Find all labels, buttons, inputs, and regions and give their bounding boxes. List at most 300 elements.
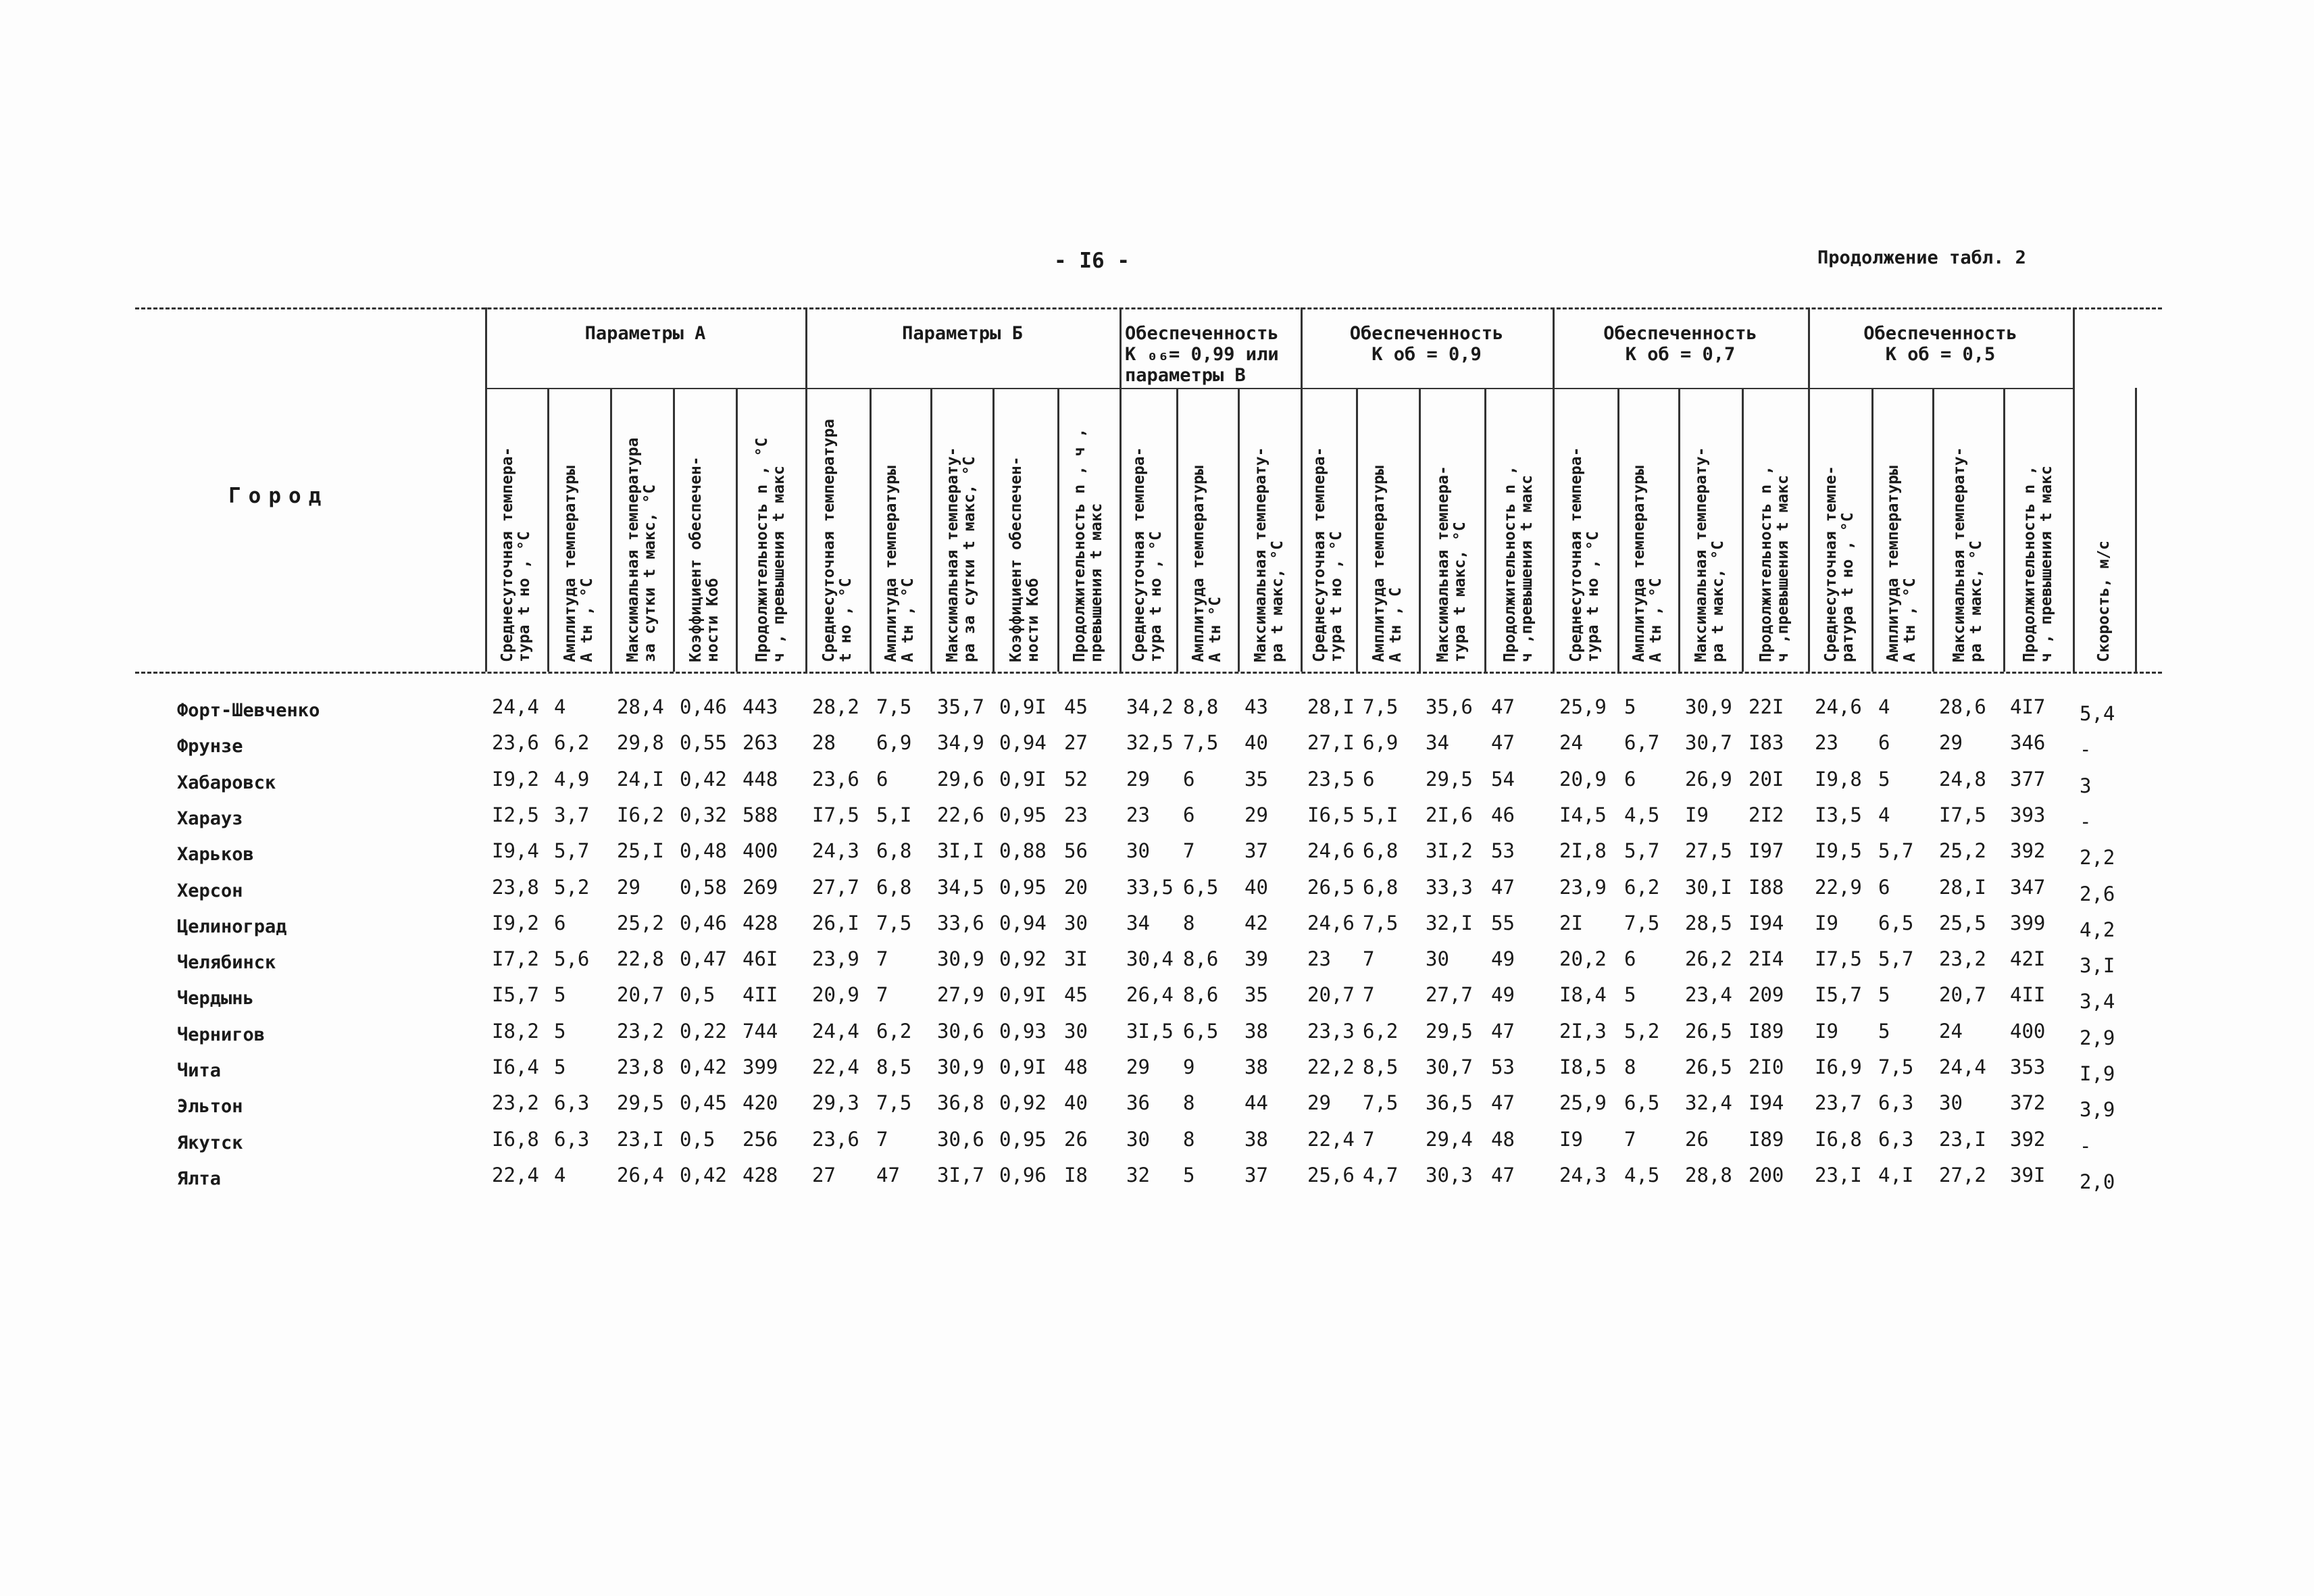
column-header-line: ра за сутки t макс, °С [961, 456, 978, 662]
table-cell: 3,I [2080, 954, 2115, 978]
table-cell: 6,8 [1363, 839, 1399, 863]
table-cell: 29,3 [812, 1091, 859, 1115]
table-cell: 27,9 [937, 983, 984, 1007]
table-cell: 8 [1183, 1127, 1195, 1151]
table-cell: 29 [617, 875, 640, 899]
table-cell: 45 [1064, 695, 1088, 718]
column-header-line: Амплитуда температуры [1369, 466, 1388, 662]
column-header-11 [1120, 391, 1176, 662]
table-cell: 32,4 [1685, 1091, 1732, 1115]
column-divider [2135, 388, 2137, 672]
table-cell: 0,47 [680, 947, 727, 971]
table-cell: 0,45 [680, 1091, 727, 1115]
table-cell: 33,5 [1126, 875, 1174, 899]
column-divider [673, 388, 675, 672]
table-cell: 4,9 [554, 767, 590, 791]
table-cell: 25,5 [1939, 911, 1986, 934]
table-cell: 400 [2010, 1019, 2046, 1043]
table-cell: 7,5 [1624, 911, 1660, 934]
table-cell: 30 [1126, 1127, 1150, 1151]
table-cell: 35 [1244, 767, 1268, 791]
column-header-line: ра t макс, °С [1967, 540, 1985, 662]
table-cell: I9,4 [492, 839, 539, 863]
table-cell: 5 [554, 1019, 566, 1043]
column-header-line: Среднесуточная температура [820, 418, 838, 662]
table-cell: 0,48 [680, 839, 727, 863]
table-cell: I6,5 [1307, 803, 1355, 826]
table-cell: 25,9 [1559, 695, 1607, 718]
city-name: Ялта [177, 1168, 222, 1189]
column-header-5 [736, 391, 805, 662]
column-header-line: ч , превышения t макс [2037, 466, 2055, 662]
table-cell: 22,9 [1815, 875, 1862, 899]
table-cell: 25,I [617, 839, 664, 863]
table-cell: 30 [1426, 947, 1449, 971]
table-cell: 39I [2010, 1163, 2046, 1187]
table-cell: 55 [1491, 911, 1515, 934]
table-cell: 6,2 [554, 731, 590, 755]
table-cell: 22,6 [937, 803, 984, 826]
column-divider [1120, 307, 1122, 672]
table-cell: 42 [1244, 911, 1268, 934]
table-cell: 5 [554, 1055, 566, 1078]
table-cell: 4I7 [2010, 695, 2046, 718]
table-cell: 28,6 [1939, 695, 1986, 718]
table-cell: 4 [554, 1163, 566, 1187]
table-cell: 0,94 [999, 911, 1047, 934]
column-header-line: ратура t но , °С [1839, 512, 1857, 662]
table-cell: 7 [876, 947, 888, 971]
table-cell: 3I,2 [1426, 839, 1473, 863]
city-name: Фрунзе [177, 736, 243, 757]
table-cell: 23,I [1939, 1127, 1986, 1151]
table-cell: 6,7 [1624, 731, 1660, 755]
table-cell: 377 [2010, 767, 2046, 791]
table-cell: 24,8 [1939, 767, 1986, 791]
group-header-1: Параметры А [584, 323, 706, 344]
column-divider [1356, 388, 1358, 672]
table-cell: 0,5 [680, 1127, 715, 1151]
table-cell: 6 [1183, 767, 1195, 791]
table-cell: 2I2 [1749, 803, 1784, 826]
table-cell: 0,58 [680, 875, 727, 899]
table-cell: 29 [1307, 1091, 1331, 1115]
table-cell: 29 [1126, 1055, 1150, 1078]
table-cell: 209 [1749, 983, 1784, 1007]
column-divider [2003, 388, 2005, 672]
column-header-line: Коэффициент обеспечен- [686, 456, 705, 662]
table-cell: 30,9 [937, 947, 984, 971]
table-cell: I7,5 [1815, 947, 1862, 971]
table-cell: 4,7 [1363, 1163, 1399, 1187]
table-cell: 4,I [1878, 1163, 1914, 1187]
table-cell: 40 [1064, 1091, 1088, 1115]
table-cell: 30,9 [1685, 695, 1732, 718]
table-cell: 47 [1491, 731, 1515, 755]
table-cell: I2,5 [492, 803, 539, 826]
column-header-3 [610, 391, 673, 662]
table-cell: 20I [1749, 767, 1784, 791]
table-cell: 0,96 [999, 1163, 1047, 1187]
table-cell: 3,4 [2080, 990, 2115, 1014]
column-header-line: Продолжительность n , [1757, 466, 1775, 662]
column-header-line: ра t макс, °С [1709, 540, 1727, 662]
table-cell: 347 [2010, 875, 2046, 899]
table-cell: 0,95 [999, 803, 1047, 826]
table-cell: 0,95 [999, 1127, 1047, 1151]
table-cell: I6,2 [617, 803, 664, 826]
column-header-15 [1356, 391, 1419, 662]
page-number: - I6 - [1054, 249, 1130, 273]
table-cell: 24,6 [1307, 911, 1355, 934]
table-cell: 20,9 [1559, 767, 1607, 791]
column-divider [1742, 388, 1744, 672]
column-header-line: A tн °С [1206, 597, 1224, 662]
city-column-header: Город [228, 484, 329, 508]
table-cell: 0,9I [999, 767, 1047, 791]
table-cell: 6 [1183, 803, 1195, 826]
table-cell: 0,9I [999, 1055, 1047, 1078]
table-cell: 0,22 [680, 1019, 727, 1043]
table-cell: 24,3 [1559, 1163, 1607, 1187]
table-cell: 5,7 [554, 839, 590, 863]
column-divider [736, 388, 738, 672]
table-cell: 0,42 [680, 1163, 727, 1187]
table-cell: 4II [743, 983, 778, 1007]
city-name: Херсон [177, 880, 243, 901]
table-cell: 28,4 [617, 695, 664, 718]
table-cell: 22I [1749, 695, 1784, 718]
table-cell: I5,7 [1815, 983, 1862, 1007]
table-cell: 4 [1878, 695, 1890, 718]
column-header-line: Среднесуточная темпе- [1822, 466, 1840, 662]
table-cell: 39 [1244, 947, 1268, 971]
table-cell: 32 [1126, 1163, 1150, 1187]
table-cell: 30,4 [1126, 947, 1174, 971]
table-cell: 7 [1363, 947, 1375, 971]
group-header-5: Обеспеченность К об = 0,7 [1603, 323, 1757, 365]
table-cell: 27 [1064, 731, 1088, 755]
table-cell: 23,2 [617, 1019, 664, 1043]
table-cell: - [2080, 809, 2092, 833]
column-divider [1057, 388, 1059, 672]
table-cell: 40 [1244, 731, 1268, 755]
table-cell: 33,3 [1426, 875, 1473, 899]
table-cell: 23,2 [492, 1091, 539, 1115]
table-cell: 30,3 [1426, 1163, 1473, 1187]
city-name: Форт-Шевченко [177, 700, 320, 721]
table-cell: 36,8 [937, 1091, 984, 1115]
table-cell: 23,8 [617, 1055, 664, 1078]
table-cell: I9 [1815, 1019, 1838, 1043]
column-header-2 [547, 391, 610, 662]
table-cell: 47 [1491, 875, 1515, 899]
table-cell: 34 [1426, 731, 1449, 755]
table-cell: I5,7 [492, 983, 539, 1007]
column-header-20 [1678, 391, 1742, 662]
table-cell: 2,2 [2080, 846, 2115, 870]
table-cell: 0,94 [999, 731, 1047, 755]
column-divider [2073, 307, 2075, 672]
column-divider [1808, 307, 1810, 672]
column-divider [1678, 388, 1680, 672]
group-header-6: Обеспеченность К об = 0,5 [1863, 323, 2017, 365]
table-cell: 3I [1064, 947, 1088, 971]
column-header-line: превышения t макс [1088, 503, 1105, 662]
table-cell: 6,3 [1878, 1091, 1914, 1115]
table-cell: 2,6 [2080, 882, 2115, 905]
table-cell: 47 [1491, 1091, 1515, 1115]
table-cell: 3I,I [937, 839, 984, 863]
table-cell: 27,2 [1939, 1163, 1986, 1187]
table-cell: 6,8 [876, 839, 912, 863]
table-cell: 24 [1939, 1019, 1963, 1043]
table-cell: 26,5 [1685, 1055, 1732, 1078]
table-cell: 35,6 [1426, 695, 1473, 718]
table-cell: 7,5 [876, 695, 912, 718]
column-header-line: ра t макс, °С [1268, 540, 1286, 662]
table-cell: 2I,8 [1559, 839, 1607, 863]
table-cell: 30 [1939, 1091, 1963, 1115]
table-cell: I8,2 [492, 1019, 539, 1043]
table-cell: 20,9 [812, 983, 859, 1007]
table-cell: 5,4 [2080, 702, 2115, 725]
table-cell: 7,5 [1363, 911, 1399, 934]
table-cell: 23,I [1815, 1163, 1862, 1187]
table-cell: 6,9 [1363, 731, 1399, 755]
table-cell: 23,5 [1307, 767, 1355, 791]
table-cell: 28,2 [812, 695, 859, 718]
table-cell: 0,92 [999, 1091, 1047, 1115]
table-cell: I89 [1749, 1127, 1784, 1151]
table-cell: I97 [1749, 839, 1784, 863]
column-header-line: A tн , °С [578, 578, 596, 662]
column-header-line: Амплитуда температуры [1884, 466, 1902, 662]
column-divider [1932, 388, 1934, 672]
table-cell: 22,4 [812, 1055, 859, 1078]
column-header-line: Максимальная температу- [1251, 447, 1269, 662]
table-cell: 5 [1183, 1163, 1195, 1187]
table-cell: 5 [1878, 1019, 1890, 1043]
table-cell: 29,5 [617, 1091, 664, 1115]
table-cell: 744 [743, 1019, 778, 1043]
table-cell: 48 [1064, 1055, 1088, 1078]
column-header-line: Максимальная температура [624, 437, 642, 662]
table-cell: 7 [876, 1127, 888, 1151]
table-cell: 5,2 [1624, 1019, 1660, 1043]
table-cell: 6,5 [1878, 911, 1914, 934]
column-header-25 [2003, 391, 2073, 662]
table-cell: 28,5 [1685, 911, 1732, 934]
column-divider [547, 388, 549, 672]
table-cell: 5,7 [1878, 839, 1914, 863]
table-cell: 0,5 [680, 983, 715, 1007]
table-cell: 52 [1064, 767, 1088, 791]
table-cell: I3,5 [1815, 803, 1862, 826]
table-cell: 4,5 [1624, 803, 1660, 826]
table-cell: 372 [2010, 1091, 2046, 1115]
table-cell: 399 [2010, 911, 2046, 934]
table-cell: 23,2 [1939, 947, 1986, 971]
table-cell: 0,9I [999, 695, 1047, 718]
table-cell: I9,8 [1815, 767, 1862, 791]
table-cell: 6,2 [876, 1019, 912, 1043]
table-cell: I6,8 [1815, 1127, 1862, 1151]
table-cell: 47 [1491, 1019, 1515, 1043]
table-cell: 29 [1126, 767, 1150, 791]
table-cell: 30 [1064, 911, 1088, 934]
column-header-6 [805, 391, 870, 662]
table-cell: 0,9I [999, 983, 1047, 1007]
table-cell: 29,8 [617, 731, 664, 755]
column-divider [1484, 388, 1486, 672]
table-cell: 30 [1126, 839, 1150, 863]
table-cell: 47 [1491, 1163, 1515, 1187]
table-cell: 428 [743, 1163, 778, 1187]
table-cell: 26,4 [617, 1163, 664, 1187]
table-cell: 23,9 [812, 947, 859, 971]
table-cell: 6 [554, 911, 566, 934]
table-cell: 5,7 [1624, 839, 1660, 863]
table-cell: 0,92 [999, 947, 1047, 971]
table-cell: 2I4 [1749, 947, 1784, 971]
table-cell: 20,7 [1307, 983, 1355, 1007]
column-header-line: A tн , °С [1901, 578, 1919, 662]
city-name: Чернигов [177, 1024, 266, 1045]
column-header-line: Продолжительность n , ч , [1071, 428, 1088, 662]
table-cell: 263 [743, 731, 778, 755]
table-cell: 23,6 [812, 1127, 859, 1151]
header-bottom-rule [135, 672, 2162, 674]
table-cell: 6 [876, 767, 888, 791]
table-cell: 8,8 [1183, 695, 1219, 718]
table-cell: 26 [1064, 1127, 1088, 1151]
table-cell: 3I,7 [937, 1163, 984, 1187]
column-header-line: A tн , °С [1647, 578, 1665, 662]
table-cell: 24,3 [812, 839, 859, 863]
group-header-3: Обеспеченность К ₀₆= 0,99 или параметры В [1125, 323, 1279, 386]
table-cell: 7 [1183, 839, 1195, 863]
column-header-line: Среднесуточная темпера- [1567, 447, 1585, 662]
table-cell: 28,I [1307, 695, 1355, 718]
table-cell: 4,2 [2080, 918, 2115, 941]
table-cell: 443 [743, 695, 778, 718]
table-cell: 54 [1491, 767, 1515, 791]
table-cell: 23,9 [1559, 875, 1607, 899]
table-cell: 2I,3 [1559, 1019, 1607, 1043]
column-header-7 [870, 391, 930, 662]
table-cell: 27 [812, 1163, 836, 1187]
column-header-21 [1742, 391, 1808, 662]
table-cell: 23,7 [1815, 1091, 1862, 1115]
table-cell: 26,4 [1126, 983, 1174, 1007]
table-cell: 29,4 [1426, 1127, 1473, 1151]
table-cell: I8,5 [1559, 1055, 1607, 1078]
table-cell: 23,4 [1685, 983, 1732, 1007]
table-cell: 26,I [812, 911, 859, 934]
column-divider [992, 388, 995, 672]
city-name: Хараyз [177, 807, 243, 829]
table-cell: I8,4 [1559, 983, 1607, 1007]
table-cell: 2,0 [2080, 1170, 2115, 1193]
table-cell: 23,3 [1307, 1019, 1355, 1043]
table-cell: I6,4 [492, 1055, 539, 1078]
table-cell: 49 [1491, 983, 1515, 1007]
column-header-line: A tн , °С [899, 578, 917, 662]
column-header-line: тура t но , °С [1328, 531, 1345, 662]
table-cell: 0,95 [999, 875, 1047, 899]
table-cell: 24,4 [812, 1019, 859, 1043]
column-divider [610, 388, 612, 672]
table-cell: I8 [1064, 1163, 1088, 1187]
table-cell: 29 [1939, 731, 1963, 755]
column-header-8 [930, 391, 992, 662]
table-continuation-note: Продолжение табл. 2 [1817, 247, 2026, 268]
table-cell: I9,2 [492, 911, 539, 934]
table-cell: 448 [743, 767, 778, 791]
table-cell: 53 [1491, 1055, 1515, 1078]
column-divider [485, 307, 487, 672]
table-cell: 4 [554, 695, 566, 718]
table-cell: 6,5 [1624, 1091, 1660, 1115]
table-cell: 25,6 [1307, 1163, 1355, 1187]
city-name: Харьков [177, 844, 254, 866]
table-cell: 353 [2010, 1055, 2046, 1078]
table-cell: 23 [1064, 803, 1088, 826]
table-cell: 5 [1878, 983, 1890, 1007]
table-cell: 25,2 [617, 911, 664, 934]
table-cell: 6,2 [1624, 875, 1660, 899]
table-cell: I7,2 [492, 947, 539, 971]
column-divider [1553, 307, 1555, 672]
table-cell: 392 [2010, 1127, 2046, 1151]
group-header-rule [485, 388, 2073, 389]
table-cell: 23,6 [492, 731, 539, 755]
table-cell: 8,6 [1183, 947, 1219, 971]
column-header-22 [1808, 391, 1871, 662]
table-cell: 0,42 [680, 767, 727, 791]
column-header-line: тура t но , °С [1584, 531, 1602, 662]
table-cell: 7,5 [1183, 731, 1219, 755]
table-cell: 20,7 [1939, 983, 1986, 1007]
table-cell: I7,5 [1939, 803, 1986, 826]
column-divider [1419, 388, 1421, 672]
table-cell: 6,8 [1363, 875, 1399, 899]
table-cell: 34,5 [937, 875, 984, 899]
table-cell: 0,88 [999, 839, 1047, 863]
table-cell: 399 [743, 1055, 778, 1078]
column-header-14 [1301, 391, 1356, 662]
table-cell: 256 [743, 1127, 778, 1151]
table-cell: I9 [1815, 911, 1838, 934]
table-cell: 38 [1244, 1055, 1268, 1078]
table-cell: 7 [1363, 1127, 1375, 1151]
table-cell: 6,3 [554, 1127, 590, 1151]
table-cell: I83 [1749, 731, 1784, 755]
table-cell: 29,5 [1426, 1019, 1473, 1043]
table-cell: 8 [1624, 1055, 1636, 1078]
table-cell: 5 [1624, 695, 1636, 718]
table-cell: 28,8 [1685, 1163, 1732, 1187]
table-cell: 36,5 [1426, 1091, 1473, 1115]
table-cell: 48 [1491, 1127, 1515, 1151]
table-cell: 22,4 [492, 1163, 539, 1187]
table-cell: - [2080, 738, 2092, 762]
table-cell: 5,I [1363, 803, 1399, 826]
table-cell: 6,9 [876, 731, 912, 755]
group-header-4: Обеспеченность К об = 0,9 [1349, 323, 1504, 365]
table-cell: 30,7 [1426, 1055, 1473, 1078]
